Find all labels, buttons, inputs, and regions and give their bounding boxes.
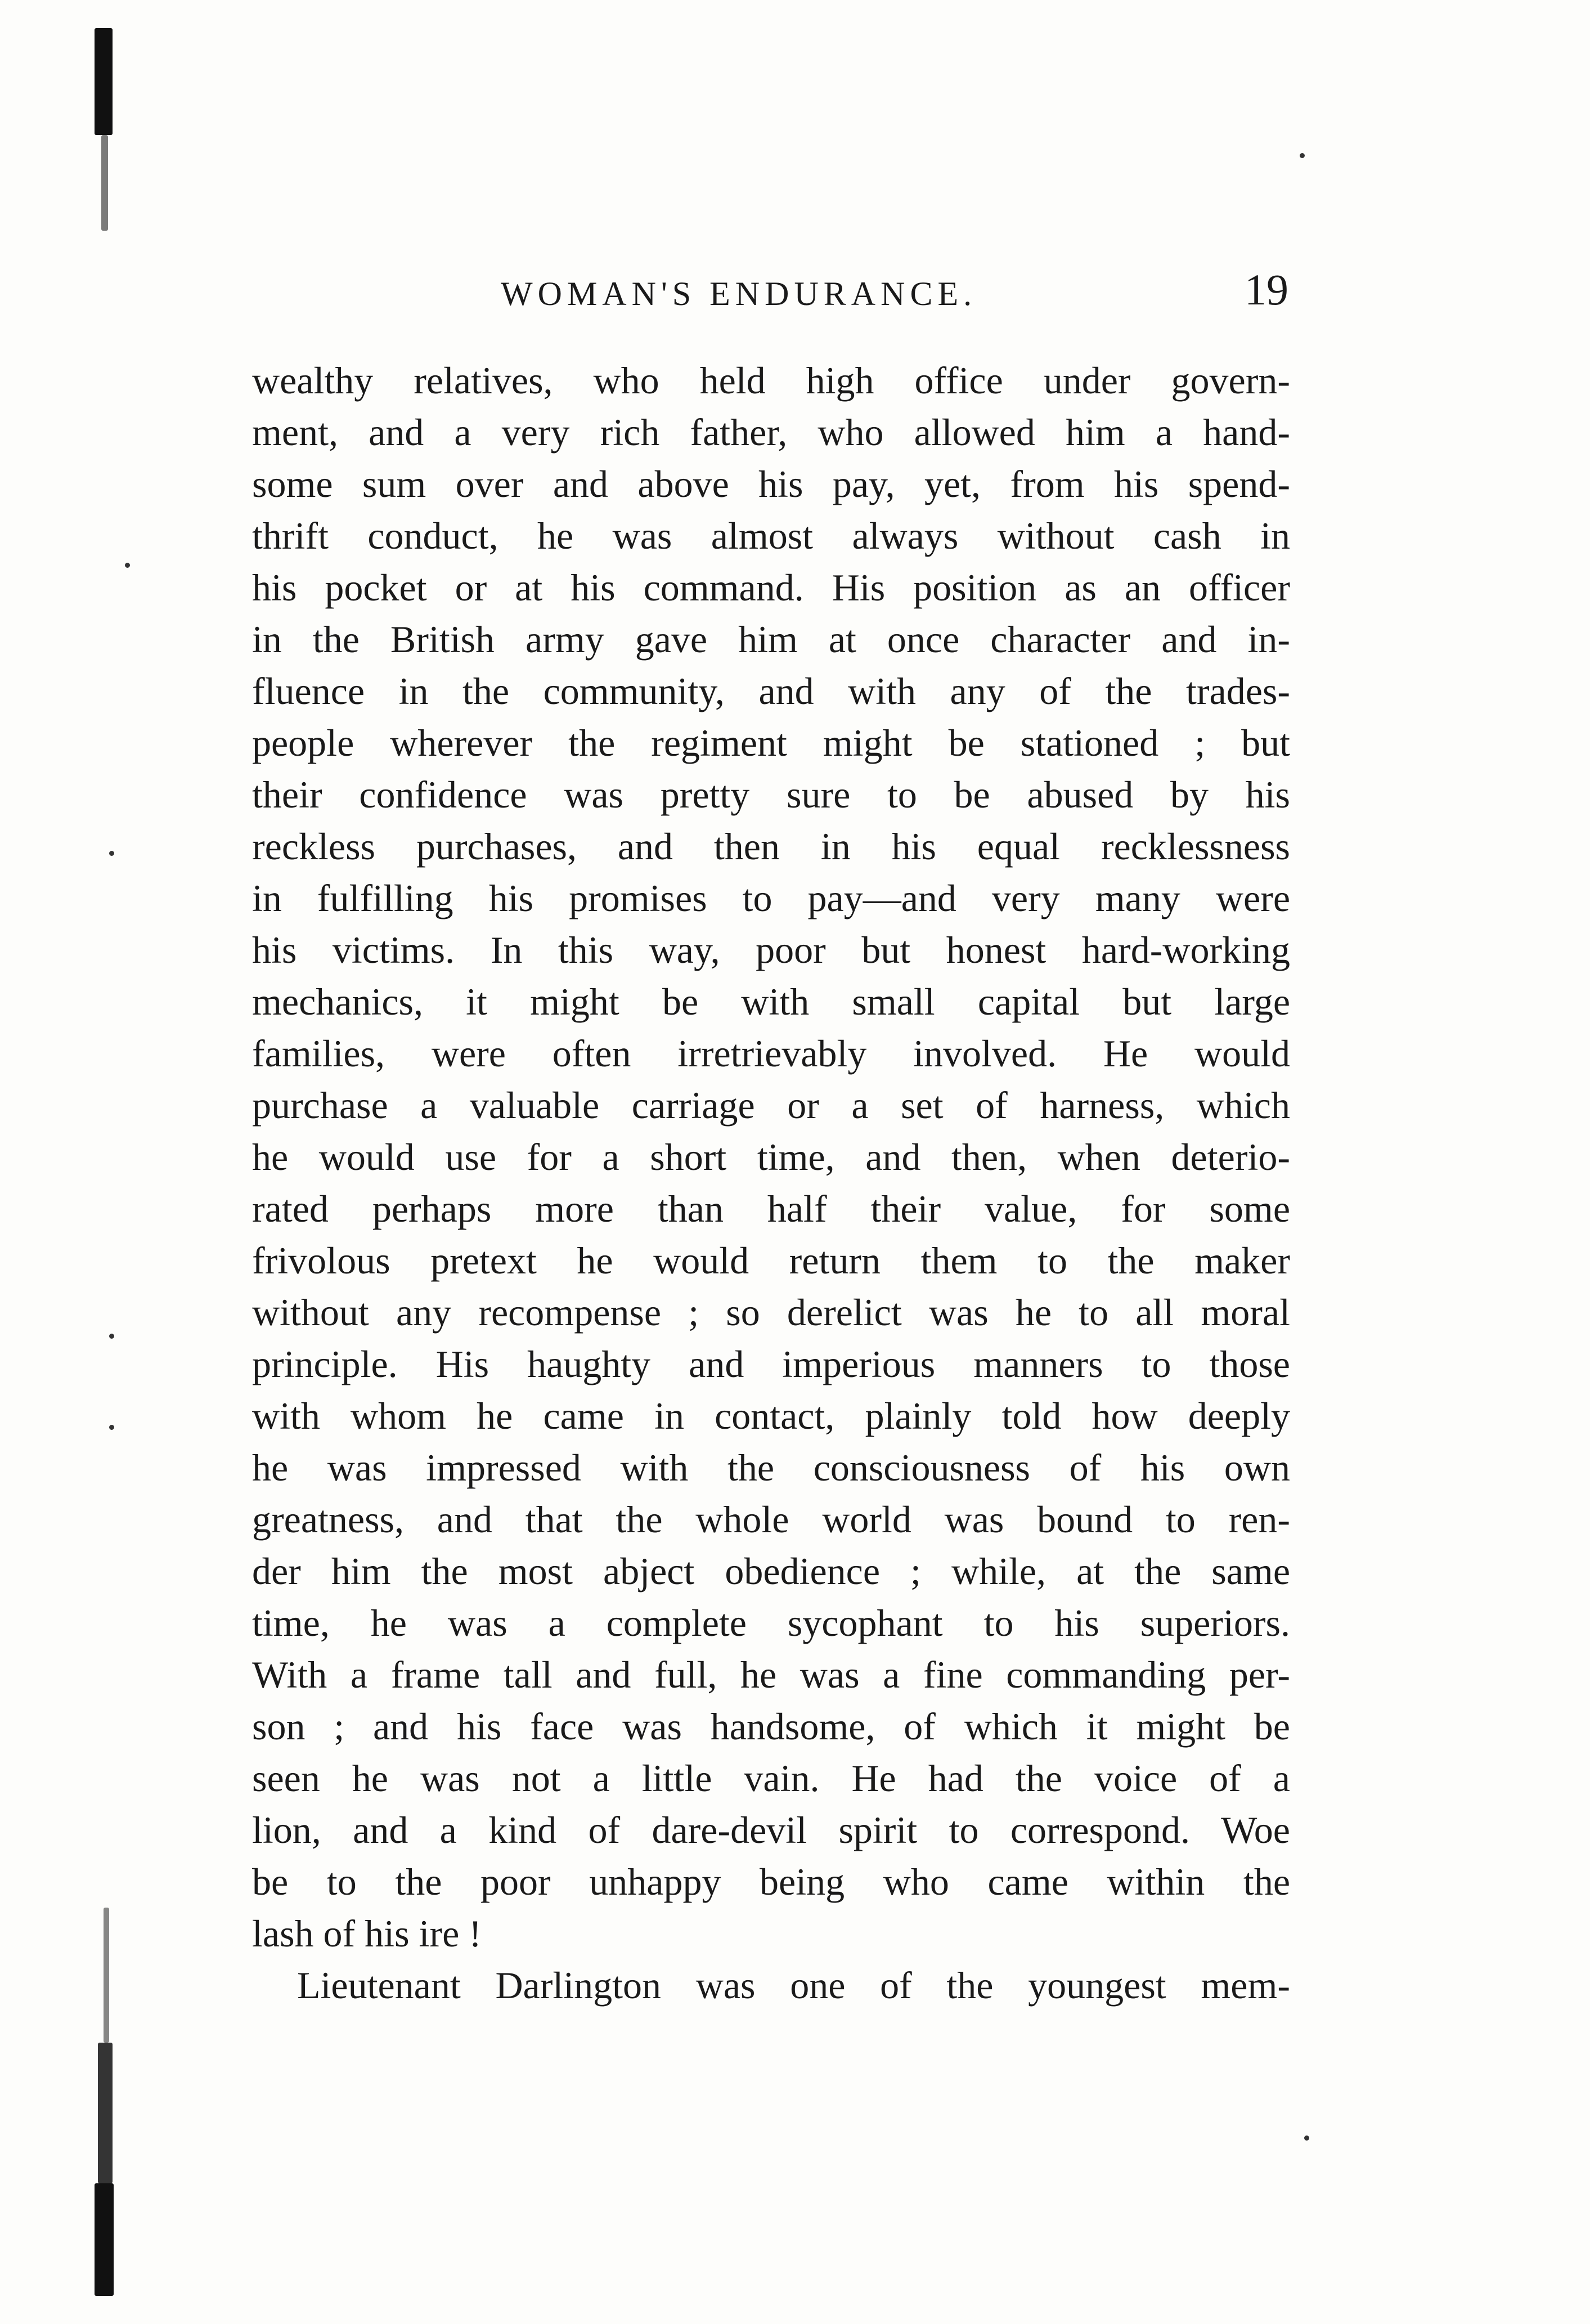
text-line: lion, and a kind of dare-devil spirit to correspond. Woe [252, 1809, 1290, 1851]
text-line: rated perhaps more than half their value, for some [252, 1187, 1290, 1230]
text-line: frivolous pretext he would return them to the maker [252, 1239, 1290, 1282]
text-line: With a frame tall and full, he was a fine commanding per- [252, 1653, 1290, 1696]
text-line: fluence in the community, and with any of the trades- [252, 670, 1290, 712]
text-line: wealthy relatives, who held high office under govern- [252, 359, 1290, 402]
text-line: people wherever the regiment might be stationed ; but [252, 721, 1290, 764]
text-line: greatness, and that the whole world was bound to ren- [252, 1498, 1290, 1541]
text-line: without any recompense ; so derelict was he to all moral [252, 1291, 1290, 1334]
scan-speck [109, 1334, 114, 1339]
running-head [253, 264, 1288, 326]
paragraph-start-line: Lieutenant Darlington was one of the youngest mem- [297, 1964, 1290, 2007]
text-line: he would use for a short time, and then, when deterio- [252, 1136, 1290, 1178]
scan-speck [1304, 2135, 1309, 2141]
text-line: their confidence was pretty sure to be abused by his [252, 773, 1290, 816]
text-line: with whom he came in contact, plainly told how deeply [252, 1394, 1290, 1437]
binding-shadow [84, 28, 146, 2301]
scan-speck [125, 563, 130, 568]
text-line: his victims. In this way, poor but honest hard-working [252, 928, 1290, 971]
text-line: reckless purchases, and then in his equal recklessness [252, 825, 1290, 868]
text-line: ment, and a very rich father, who allowed him a hand- [252, 411, 1290, 454]
text-line: some sum over and above his pay, yet, from his spend- [252, 463, 1290, 505]
text-line: seen he was not a little vain. He had the voice of a [252, 1757, 1290, 1800]
text-line: thrift conduct, he was almost always without cash in [252, 514, 1290, 557]
scan-speck [1300, 153, 1305, 158]
text-line: families, were often irretrievably involved. He would [252, 1032, 1290, 1075]
page-number: 19 [1245, 265, 1288, 314]
text-line: be to the poor unhappy being who came within the [252, 1860, 1290, 1903]
scan-speck [109, 851, 114, 856]
paragraph-end-line: lash of his ire ! [252, 1912, 482, 1955]
text-line: principle. His haughty and imperious manners to those [252, 1343, 1290, 1385]
text-line: he was impressed with the consciousness of his own [252, 1446, 1290, 1489]
scan-speck [109, 1425, 114, 1430]
text-line: in fulfilling his promises to pay—and very many were [252, 877, 1290, 919]
text-line: his pocket or at his command. His position as an officer [252, 566, 1290, 609]
text-line: in the British army gave him at once character and in- [252, 618, 1290, 661]
running-title: WOMAN'S ENDURANCE. [501, 275, 977, 312]
text-line: son ; and his face was handsome, of which it might be [252, 1705, 1290, 1748]
body-text [252, 355, 1290, 2011]
text-line: mechanics, it might be with small capital but large [252, 980, 1290, 1023]
text-line: der him the most abject obedience ; while, at the same [252, 1550, 1290, 1592]
text-line: purchase a valuable carriage or a set of harness, which [252, 1084, 1290, 1127]
text-line: time, he was a complete sycophant to his superiors. [252, 1601, 1290, 1644]
